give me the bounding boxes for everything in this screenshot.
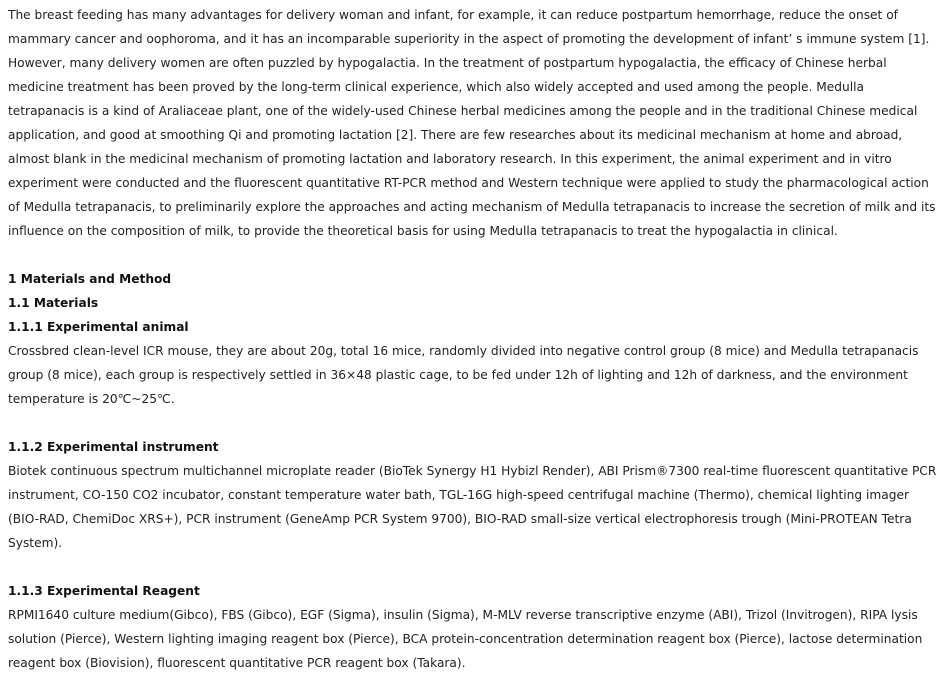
spacer [8, 411, 937, 435]
intro-paragraph: The breast feeding has many advantages for delivery woman and infant, for example, it can reduce postpartum hemorrhage, reduce the onset of mammary cancer and oophoroma, and it has an incomparable superiority in the aspect of promoting the development of infant’ s immune system [1]. However, many delivery women are often puzzled by hypogalactia. In the treatment of postpartum hypogalactia, the efficacy of Chinese herbal medicine treatment has been proved by the long-term clinical experience, which also widely accepted and used among the people. Medulla tetrapanacis is a kind of Araliaceae plant, one of the widely-used Chinese herbal medicines among the people and in the traditional Chinese medical application, and good at smoothing Qi and promoting lactation [2]. There are few researches about its medicinal mechanism at home and abroad, almost blank in the medicinal mechanism of promoting lactation and laboratory research. In this experiment, the animal experiment and in vitro experiment were conducted and the fluorescent quantitative RT-PCR method and Western technique were applied to study the pharmacological action of Medulla tetrapanacis, to preliminarily explore the approaches and acting mechanism of Medulla tetrapanacis to increase the secretion of milk and its influence on the composition of milk, to provide the theoretical basis for using Medulla tetrapanacis to treat the hypogalactia in clinical. [8, 8, 936, 238]
experimental-reagent-paragraph: RPMI1640 culture medium(Gibco), FBS (Gibco), EGF (Sigma), insulin (Sigma), M-MLV reverse transcriptive enzyme (ABI), Trizol (Invitrogen), RIPA lysis solution (Pierce), Western lighting imaging reagent box (Pierce), BCA protein-concentration determination reagent box (Pierce), lactose determination reagent box (Biovision), fluorescent quantitative PCR reagent box (Takara). [8, 608, 923, 670]
experimental-instrument-heading: 1.1.2 Experimental instrument [8, 440, 219, 454]
experimental-animal-heading: 1.1.1 Experimental animal [8, 320, 189, 334]
experimental-instrument-paragraph: Biotek continuous spectrum multichannel microplate reader (BioTek Synergy H1 Hybizl Render), ABI Prism®7300 real-time fluorescent quantitative PCR instrument, CO-150 CO2 incubator, constant temperature water bath, TGL-16G high-speed centrifugal machine (Thermo), chemical lighting imager (BIO-RAD, ChemiDoc XRS+), PCR instrument (GeneAmp PCR System 9700), BIO-RAD small-size vertical electrophoresis trough (Mini-PROTEAN Tetra System). [8, 464, 937, 550]
experimental-reagent-heading: 1.1.3 Experimental Reagent [8, 584, 200, 598]
experimental-animal-paragraph: Crossbred clean-level ICR mouse, they are about 20g, total 16 mice, randomly divided into negative control group (8 mice) and Medulla tetrapanacis group (8 mice), each group is respectively settled in 36×48 plastic cage, to be fed under 12h of lighting and 12h of darkness, and the environment temperature is 20℃~25℃. [8, 344, 919, 406]
spacer [8, 555, 937, 579]
subsection-heading: 1.1 Materials [8, 296, 99, 310]
spacer [8, 243, 937, 267]
section-heading: 1 Materials and Method [8, 272, 172, 286]
